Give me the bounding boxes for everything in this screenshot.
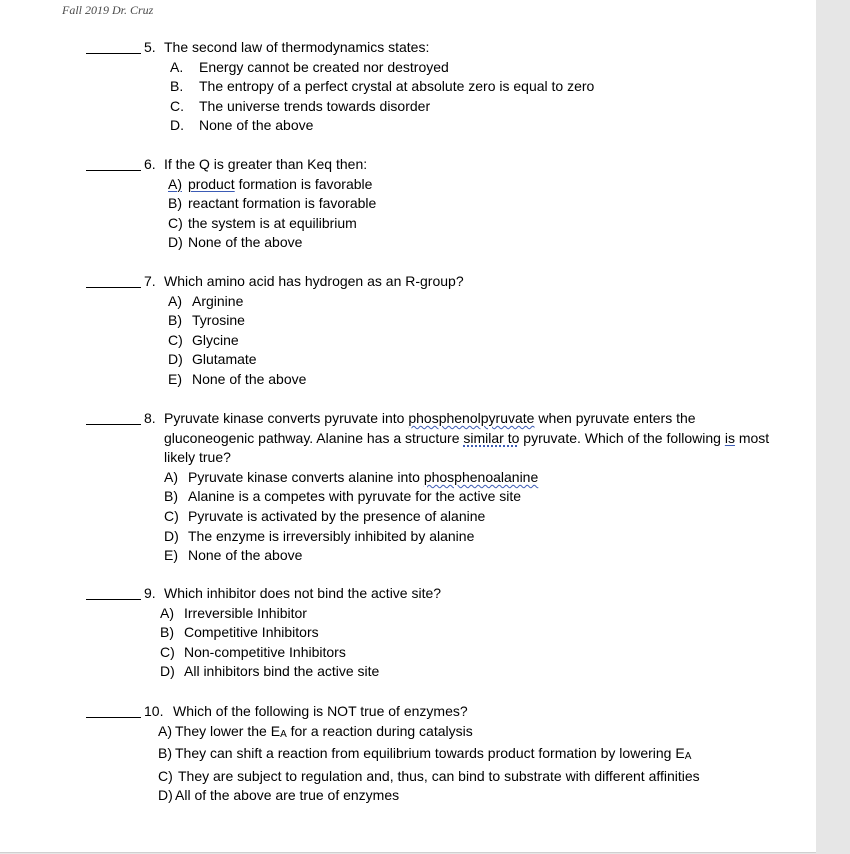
question-stem <box>144 702 786 722</box>
option-b <box>164 487 786 507</box>
option-d <box>164 527 786 547</box>
question-number: 10. <box>144 703 164 719</box>
answer-blank-10 <box>86 717 141 718</box>
option-text: Arginine <box>192 292 244 309</box>
option-letter: B) <box>168 312 182 329</box>
spelling-flag: phosphenoalanine <box>423 468 539 485</box>
option-text-part: They can shift a reaction from equilibrium towards product formation by lowering E <box>175 745 685 762</box>
option-text: None of the above <box>199 117 314 134</box>
option-c <box>160 643 786 663</box>
option-letter: A) <box>160 604 174 621</box>
question-number: 6. <box>144 156 156 172</box>
option-letter: C) <box>164 507 179 524</box>
option-text: Energy cannot be created nor destroyed <box>199 58 449 75</box>
option-letter: A) <box>168 292 182 309</box>
option-letter: D) <box>164 527 179 544</box>
stem-part: Pyruvate kinase converts pyruvate into <box>164 410 409 426</box>
option-d <box>168 350 786 370</box>
option-c <box>158 767 786 787</box>
option-letter: D) <box>158 787 173 804</box>
option-marked-word: product <box>188 175 235 192</box>
option-list <box>168 292 786 390</box>
question-text: The second law of thermodynamics states: <box>164 39 430 55</box>
option-text: reactant formation is favorable <box>188 195 377 212</box>
option-letter: E) <box>164 547 178 564</box>
option-c <box>168 331 786 351</box>
option-text: Pyruvate is activated by the presence of alanine <box>188 507 486 524</box>
option-b <box>158 744 786 767</box>
option-text: None of the above <box>188 547 303 564</box>
subscript: A <box>684 751 692 763</box>
grammar-flag: similar to <box>463 429 520 446</box>
stem-part: most likely true? <box>164 429 774 466</box>
option-letter: C) <box>160 643 175 660</box>
spelling-flag: phosphenolpyruvate <box>408 410 535 426</box>
option-text: None of the above <box>192 370 307 387</box>
option-e <box>164 546 786 566</box>
answer-blank-9 <box>86 599 141 600</box>
option-letter: C) <box>158 767 173 784</box>
option-text: None of the above <box>188 234 303 251</box>
question-number: 8. <box>144 410 156 426</box>
option-text: the system is at equilibrium <box>188 214 357 231</box>
option-letter: B) <box>168 195 182 212</box>
option-c <box>168 214 786 234</box>
question-stem <box>144 584 786 604</box>
option-text: formation is favorable <box>234 175 373 192</box>
option-text: They are subject to regulation and, thus, can bind to substrate with different affinities <box>178 767 700 784</box>
option-b <box>160 623 786 643</box>
option-b <box>170 77 786 97</box>
option-letter: B) <box>164 488 178 505</box>
option-letter: A) <box>168 175 182 192</box>
question-text: Which of the following is NOT true of enzymes? <box>173 703 468 719</box>
option-letter: D) <box>168 234 183 251</box>
option-d <box>168 233 786 253</box>
option-text: Pyruvate kinase converts alanine into <box>188 468 424 485</box>
option-a <box>168 292 786 312</box>
question-stem <box>144 155 786 175</box>
question-7 <box>86 272 786 390</box>
question-stem <box>144 38 786 58</box>
option-letter: A) <box>158 722 172 739</box>
option-text <box>175 722 473 745</box>
option-letter: A) <box>164 468 178 485</box>
question-5 <box>86 38 786 136</box>
option-text <box>175 744 691 767</box>
option-text-part: They lower the E <box>175 722 281 739</box>
question-number: 7. <box>144 273 156 289</box>
question-text: Which amino acid has hydrogen as an R-group? <box>164 273 464 289</box>
option-text: Glycine <box>192 331 239 348</box>
option-letter: D) <box>160 663 175 680</box>
option-a <box>168 175 786 195</box>
option-c <box>170 97 786 117</box>
option-text: Tyrosine <box>192 312 245 329</box>
option-text-part: for a reaction during catalysis <box>286 722 473 739</box>
option-d <box>158 786 786 806</box>
stem-part: pyruvate. Which of the following <box>519 429 725 446</box>
option-letter: E) <box>168 370 182 387</box>
option-a <box>170 58 786 78</box>
option-text: Non-competitive Inhibitors <box>184 643 346 660</box>
question-9 <box>86 584 786 682</box>
option-list <box>168 175 786 253</box>
option-letter: C) <box>168 331 183 348</box>
option-text: The entropy of a perfect crystal at absolute zero is equal to zero <box>199 78 595 95</box>
option-d <box>160 662 786 682</box>
question-10 <box>86 702 786 806</box>
answer-blank-8 <box>86 424 141 425</box>
option-text: Competitive Inhibitors <box>184 624 319 641</box>
option-text: Alanine is a competes with pyruvate for the active site <box>188 488 522 505</box>
option-letter: A. <box>170 58 184 75</box>
option-letter: C) <box>168 214 183 231</box>
question-number: 5. <box>144 39 156 55</box>
question-number: 9. <box>144 585 156 601</box>
question-stem <box>144 272 786 292</box>
option-a <box>164 468 786 488</box>
option-letter: B. <box>170 78 184 95</box>
option-letter: B) <box>160 624 174 641</box>
option-c <box>164 507 786 527</box>
option-letter: B) <box>158 745 172 762</box>
option-text: Irreversible Inhibitor <box>184 604 307 621</box>
question-8 <box>86 409 786 566</box>
option-text: The universe trends towards disorder <box>199 97 431 114</box>
answer-blank-7 <box>86 287 141 288</box>
answer-blank-6 <box>86 170 141 171</box>
option-a <box>158 722 786 745</box>
question-text: Which inhibitor does not bind the active site? <box>164 585 442 601</box>
option-e <box>168 370 786 390</box>
question-6 <box>86 155 786 253</box>
option-b <box>168 311 786 331</box>
option-text: All inhibitors bind the active site <box>184 663 380 680</box>
option-list <box>164 468 786 566</box>
option-d <box>170 116 786 136</box>
option-text: Glutamate <box>192 351 257 368</box>
option-list <box>158 722 786 806</box>
grammar-flag: is <box>724 429 735 446</box>
option-list <box>170 58 786 136</box>
option-list <box>160 604 786 682</box>
option-letter: D. <box>170 117 184 134</box>
question-text: If the Q is greater than Keq then: <box>164 156 368 172</box>
option-letter: C. <box>170 97 184 114</box>
option-text: All of the above are true of enzymes <box>175 787 400 804</box>
question-stem <box>144 409 786 468</box>
option-text: The enzyme is irreversibly inhibited by alanine <box>188 527 475 544</box>
question-text <box>164 409 776 468</box>
stem-part: when pyruvate enters the gluconeogenic pathway. Alanine has a structure <box>164 410 700 446</box>
option-b <box>168 194 786 214</box>
answer-blank-5 <box>86 53 141 54</box>
subscript: A <box>280 728 287 740</box>
option-a <box>160 604 786 624</box>
page-header: Fall 2019 Dr. Cruz <box>62 3 154 17</box>
option-letter: D) <box>168 351 183 368</box>
